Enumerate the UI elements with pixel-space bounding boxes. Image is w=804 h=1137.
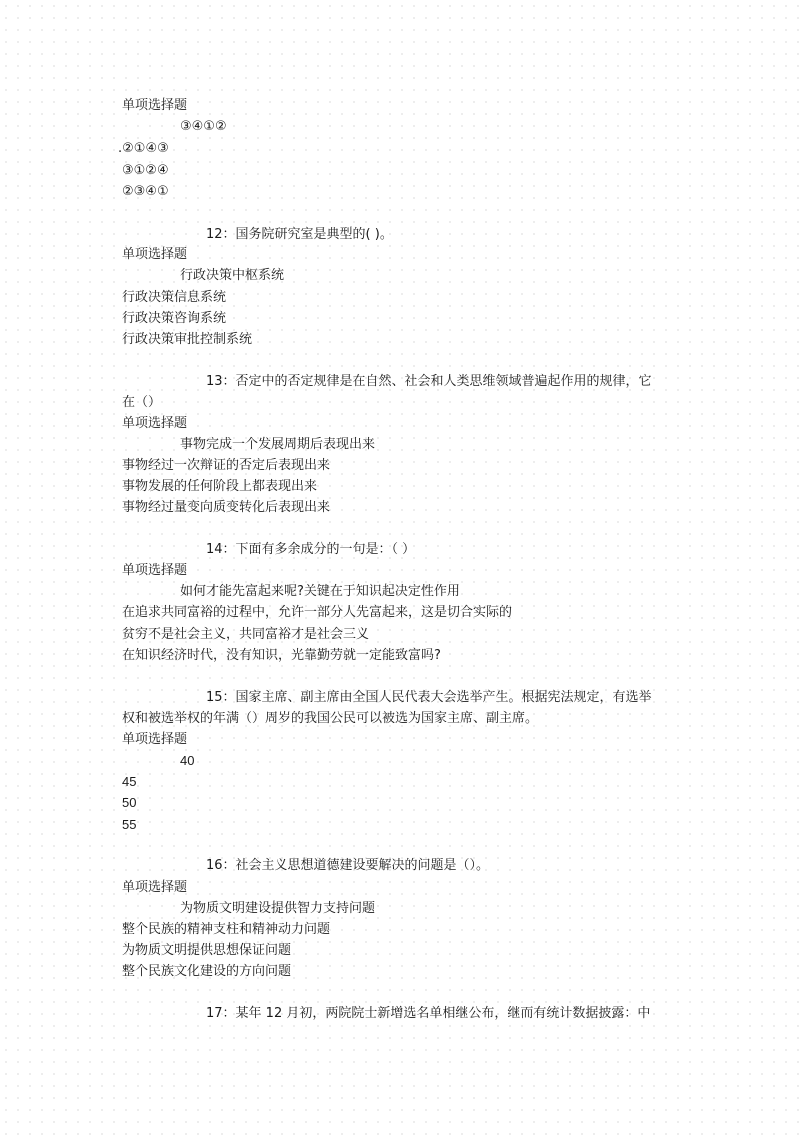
q13-type: 单项选择题 — [122, 416, 188, 431]
q15-stem-line1: 15：国家主席、副主席由全国人民代表大会选举产生。根据宪法规定，有选举 — [206, 690, 652, 705]
q17-stem: 17：某年 12 月初，两院院士新增选名单相继公布，继而有统计数据披露：中 — [206, 1006, 651, 1021]
q14-stem: 14：下面有多余成分的一句是：（ ） — [206, 542, 416, 557]
q13-option-c: 事物发展的任何阶段上都表现出来 — [122, 479, 318, 494]
q11-type: 单项选择题 — [122, 98, 188, 113]
q13-stem-line2: 在（） — [122, 395, 162, 410]
q14-option-b: 在追求共同富裕的过程中，允许一部分人先富起来，这是切合实际的 — [122, 605, 513, 620]
q16-option-b: 整个民族的精神支柱和精神动力问题 — [122, 922, 331, 937]
q16-option-c: 为物质文明提供思想保证问题 — [122, 943, 292, 958]
q15-option-a: 40 — [180, 753, 195, 768]
q13-option-a: 事物完成一个发展周期后表现出来 — [180, 437, 376, 452]
q15-type: 单项选择题 — [122, 732, 188, 747]
q11-option-c: ③①②④ — [122, 163, 169, 178]
q15-option-d: 55 — [122, 817, 137, 832]
q12-type: 单项选择题 — [122, 247, 188, 262]
q14-option-c: 贫穷不是社会主义，共同富裕才是社会三义 — [122, 627, 370, 642]
q13-option-d: 事物经过量变向质变转化后表现出来 — [122, 500, 331, 515]
q11-option-b: .②①④③ — [118, 141, 169, 156]
q16-stem: 16：社会主义思想道德建设要解决的问题是（）。 — [206, 858, 490, 873]
q14-option-d: 在知识经济时代，没有知识，光靠勤劳就一定能致富吗? — [122, 648, 441, 663]
q12-option-a: 行政决策中枢系统 — [180, 268, 285, 283]
q15-option-b: 45 — [122, 774, 137, 789]
q16-option-d: 整个民族文化建设的方向问题 — [122, 964, 292, 979]
q11-option-a: ③④①② — [180, 119, 227, 134]
q16-option-a: 为物质文明建设提供智力支持问题 — [180, 901, 376, 916]
q14-option-a: 如何才能先富起来呢?关键在于知识起决定性作用 — [180, 584, 460, 599]
q15-stem-line2: 权和被选举权的年满（）周岁的我国公民可以被选为国家主席、副主席。 — [122, 711, 539, 726]
q16-type: 单项选择题 — [122, 880, 188, 895]
q12-stem: 12：国务院研究室是典型的( )。 — [206, 227, 393, 242]
q12-option-b: 行政决策信息系统 — [122, 290, 227, 305]
q14-type: 单项选择题 — [122, 563, 188, 578]
q13-option-b: 事物经过一次辩证的否定后表现出来 — [122, 458, 331, 473]
q15-option-c: 50 — [122, 795, 137, 810]
q12-option-d: 行政决策审批控制系统 — [122, 332, 253, 347]
q13-stem-line1: 13：否定中的否定规律是在自然、社会和人类思维领域普遍起作用的规律，它 — [206, 374, 652, 389]
q12-option-c: 行政决策咨询系统 — [122, 311, 227, 326]
q11-option-d: ②③④① — [122, 184, 169, 199]
